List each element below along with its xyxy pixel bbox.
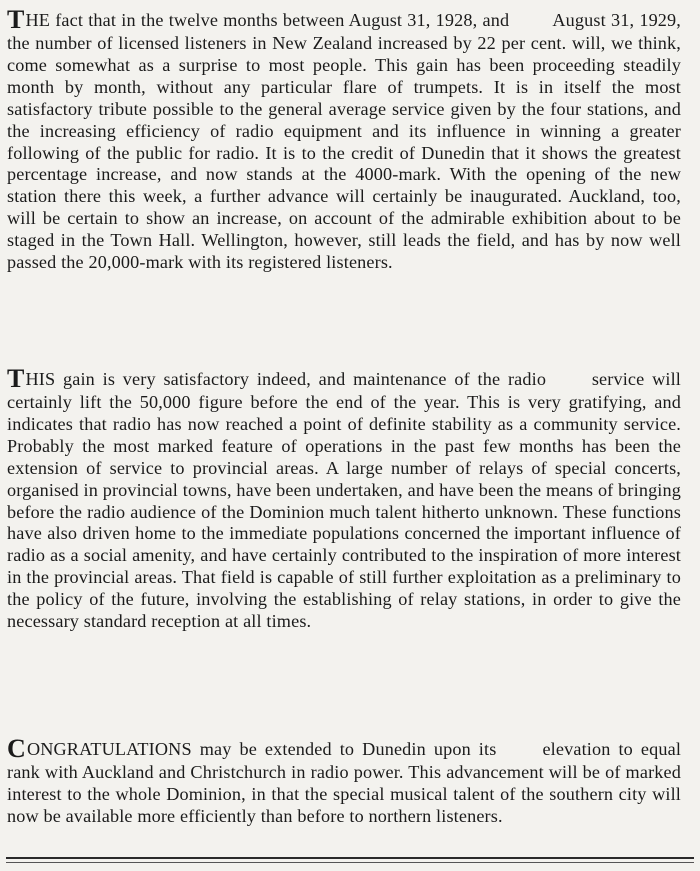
paragraph-opening-line: HE fact that in the twelve months between August 31, 1928, and — [25, 10, 510, 30]
paragraph-service-gain — [7, 366, 681, 633]
drop-letter: T — [7, 5, 25, 34]
drop-letter: C — [7, 734, 26, 763]
bottom-rule-thick — [6, 857, 694, 859]
paragraph-opening-line: ONGRATULATIONS may be extended to Dunedin upon its — [26, 739, 497, 759]
paragraph-listener-growth — [7, 7, 681, 274]
paragraph-body: elevation to equal rank with Auckland and Christchurch in radio power. This advancement will be of marked interest to the whole Dominion, in that the special musical talent of the southern city will now be available more efficiently than before to northern listeners. — [7, 739, 682, 826]
paragraph-body: August 31, 1929, the number of licensed listeners in New Zealand increased by 22 per cent. will, we think, come somewhat as a surprise to most people. This gain has been proceeding steadily month by month, without any particular flare of trumpets. It is in itself the most satisfactory tribute possible to the general average service given by the four stations, and the increasing efficiency of radio equipment and its influence in winning a greater following of the public for radio. It is to the credit of Dunedin that it shows the greatest percentage increase, and now stands at the 4000-mark. With the opening of the new station there this week, a further advance will certainly be inaugurated. Auckland, too, will be certain to show an increase, on account of the admirable exhibition about to be staged in the Town Hall. Wellington, however, still leads the field, and has by now well passed the 20,000-mark with its registered listeners. — [7, 10, 681, 273]
paragraph-opening-line: HIS gain is very satisfactory indeed, and maintenance of the radio — [25, 369, 547, 389]
bottom-rule-thin — [6, 862, 694, 863]
drop-letter: T — [7, 364, 25, 393]
paragraph-congratulations — [7, 736, 681, 828]
paragraph-body: service will certainly lift the 50,000 figure before the end of the year. This is very gratifying, and indicates that radio has now reached a point of definite stability as a community service. Probably the most marked feature of operations in the past few months has been the extension of service to provincial areas. A large number of relays of special concerts, organised in provincial towns, have been undertaken, and have been the means of bringing before the radio audience of the Dominion much talent hitherto unknown. These functions have also driven home to the immediate populations concerned the important influence of radio as a social amenity, and have certainly contributed to the inspiration of more interest in the provincial areas. That field is capable of still further exploitation as a preliminary to the policy of the future, involving the establishing of relay stations, in order to give the necessary standard reception at all times. — [7, 369, 682, 632]
